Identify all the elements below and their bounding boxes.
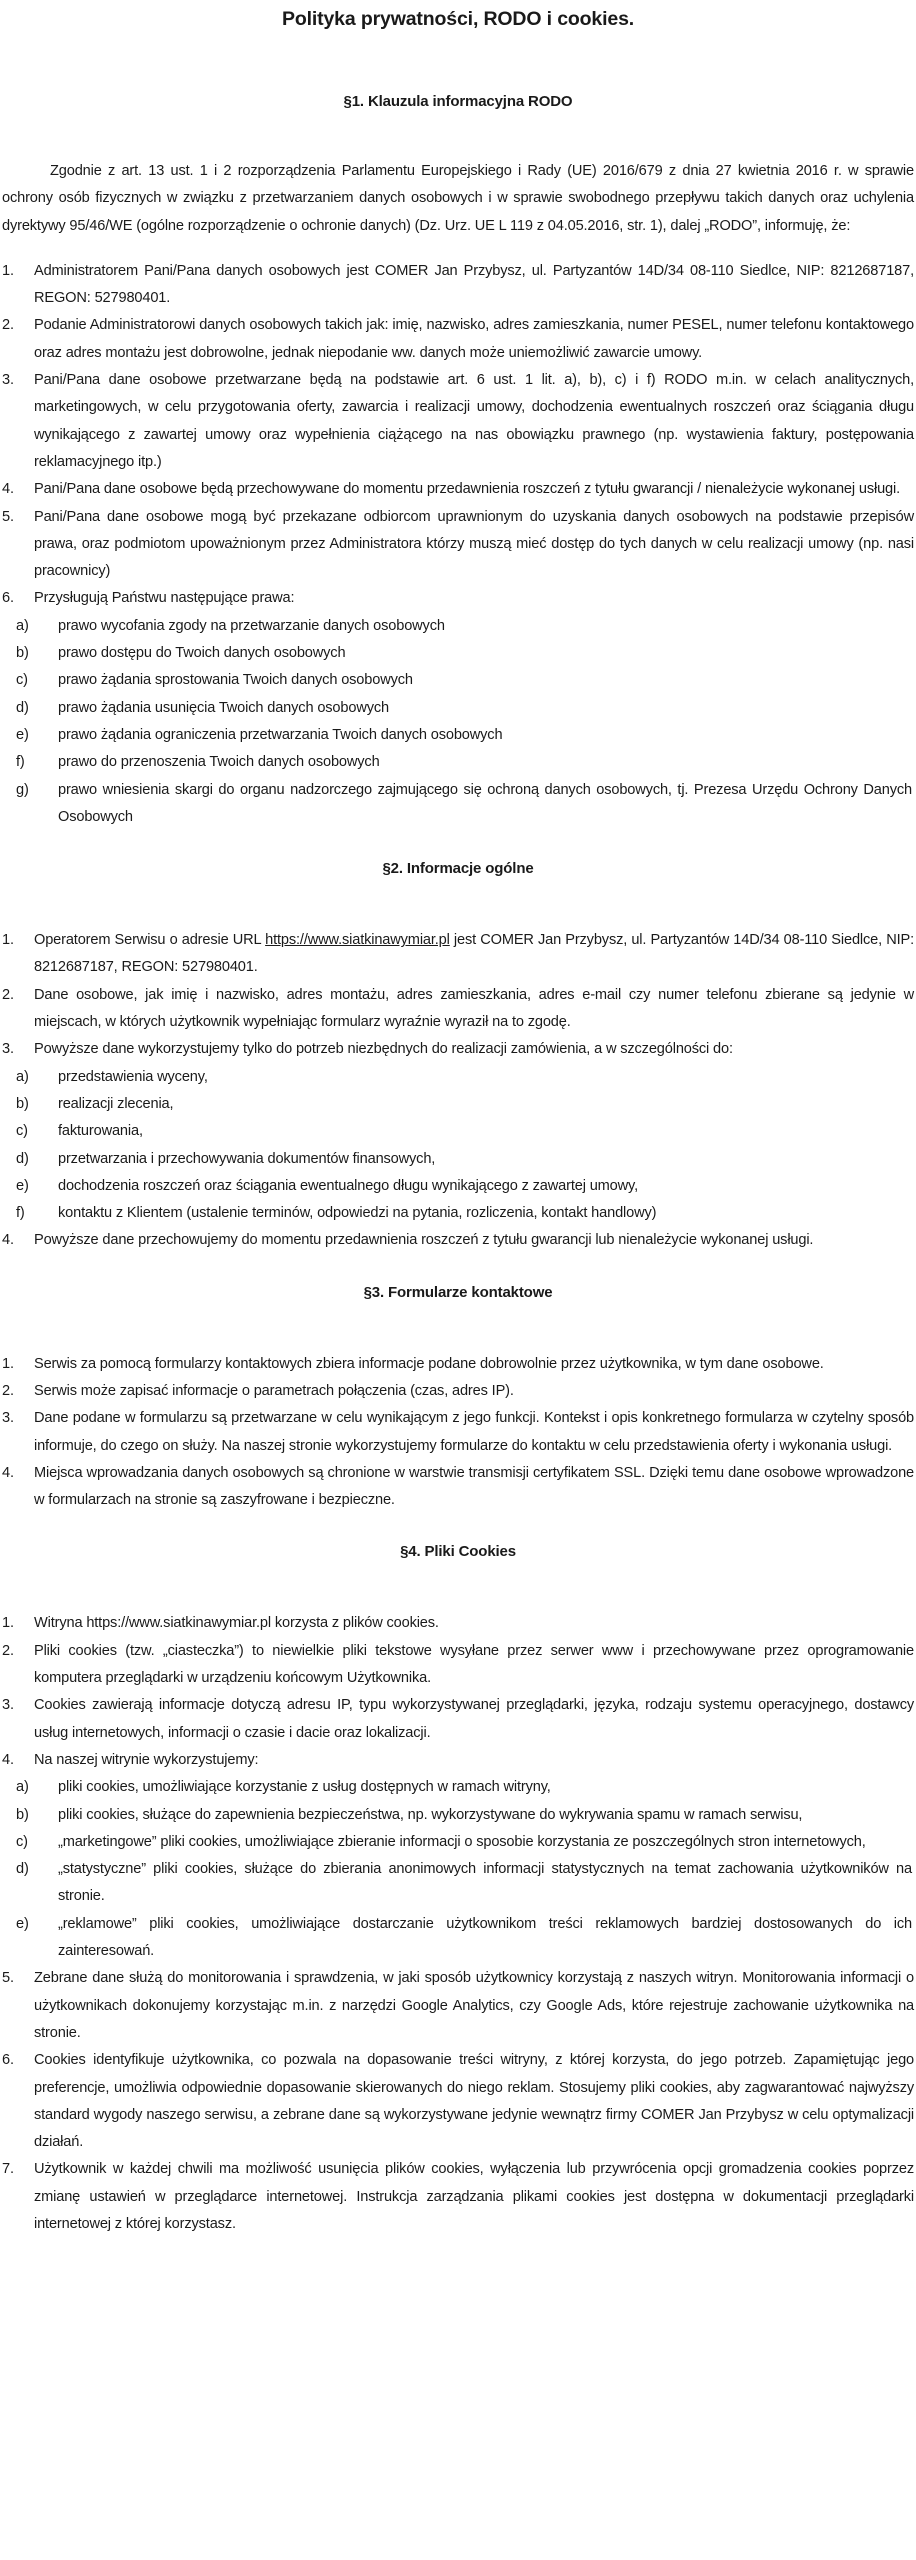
item-text: Cookies zawierają informacje dotyczą adresu IP, typu wykorzystywanej przeglądarki, języka, rodzaju systemu operacyjnego, dostawcy usług internetowych, informacji o czasie i dacie oraz lokalizacji. bbox=[34, 1697, 914, 1741]
sub-list-item bbox=[0, 667, 914, 694]
sub-list-item bbox=[0, 777, 914, 832]
sub-item-text: „statystyczne” pliki cookies, służące do zbierania anonimowych informacji statystycznych na temat zachowania użytkowników na stronie. bbox=[58, 1861, 912, 1905]
section-heading: §4. Pliki Cookies bbox=[400, 1543, 516, 1561]
sub-list-item bbox=[0, 1118, 914, 1145]
sub-item-letter: f) bbox=[16, 1205, 25, 1222]
list-item bbox=[0, 1405, 916, 1460]
sub-item-letter: f) bbox=[16, 754, 25, 771]
list-item bbox=[0, 1036, 916, 1227]
sub-item-letter: b) bbox=[16, 1095, 29, 1112]
item-number: 3. bbox=[2, 1041, 14, 1058]
section-heading: §3. Formularze kontaktowe bbox=[363, 1283, 553, 1301]
item-number: 5. bbox=[2, 1970, 14, 1987]
sub-item-text: pliki cookies, umożliwiające korzystanie z usług dostępnych w ramach witryny, bbox=[58, 1779, 551, 1796]
sub-list-item bbox=[0, 1829, 914, 1856]
item-number: 1. bbox=[2, 262, 14, 279]
item-number: 4. bbox=[2, 1232, 14, 1249]
item-text: Witryna https://www.siatkinawymiar.pl korzysta z plików cookies. bbox=[34, 1615, 439, 1632]
sub-item-text: prawo żądania usunięcia Twoich danych osobowych bbox=[58, 699, 389, 716]
sub-list-item bbox=[0, 1802, 914, 1829]
sub-list bbox=[0, 1064, 914, 1228]
sub-item-text: przedstawienia wyceny, bbox=[58, 1068, 208, 1085]
sub-item-letter: c) bbox=[16, 1123, 28, 1140]
sub-item-text: fakturowania, bbox=[58, 1123, 143, 1140]
intro-paragraph: Zgodnie z art. 13 ust. 1 i 2 rozporządzenia Parlamentu Europejskiego i Rady (UE) 2016/679 z dnia 27 kwietnia 2016 r. w sprawie ochrony osób fizycznych w związku z przetwarzaniem danych osobowych i w sprawie swobodnego przepływu takich danych oraz uchylenia dyrektywy 95/46/WE (ogólne rozporządzenie o ochronie danych) (Dz. Urz. UE L 119 z 04.05.2016, str. 1), dalej „RODO”, informuję, że: bbox=[2, 163, 914, 234]
sub-list-item bbox=[0, 613, 914, 640]
sub-list-item bbox=[0, 1173, 914, 1200]
numbered-list bbox=[0, 258, 916, 831]
item-text: Pani/Pana dane osobowe przetwarzane będą na podstawie art. 6 ust. 1 lit. a), b), c) i f) RODO m.in. w celach analitycznych, marketingowych, w celu przygotowania oferty, zawarcia i realizacji umowy, dochodzenia ewentualnych roszczeń oraz ściągania długu wynikającego z zawartej umowy oraz wypełnienia ciążącego na nas obowiązku prawnego (np. wystawienia faktury, postępowania reklamacyjnego itp.) bbox=[34, 372, 914, 470]
list-item bbox=[0, 585, 916, 831]
numbered-list bbox=[0, 1351, 916, 1515]
sub-item-letter: c) bbox=[16, 1833, 28, 1850]
sub-item-text: prawo wycofania zgody na przetwarzanie danych osobowych bbox=[58, 617, 445, 634]
item-text: Administratorem Pani/Pana danych osobowych jest COMER Jan Przybysz, ul. Partyzantów 14D/34 08-110 Siedlce, NIP: 8212687187, REGON: 527980401. bbox=[34, 262, 914, 307]
list-item bbox=[0, 982, 916, 1037]
sub-item-letter: a) bbox=[16, 1779, 29, 1796]
list-item bbox=[0, 2047, 916, 2156]
sub-item-letter: g) bbox=[16, 781, 29, 798]
document-title: Polityka prywatności, RODO i cookies. bbox=[281, 8, 635, 30]
list-item bbox=[0, 1965, 916, 2047]
list-item bbox=[0, 1460, 916, 1515]
list-item bbox=[0, 1227, 916, 1254]
item-number: 2. bbox=[2, 317, 14, 334]
list-item bbox=[0, 1378, 916, 1405]
sub-item-letter: c) bbox=[16, 672, 28, 689]
sub-list bbox=[0, 613, 914, 831]
list-item bbox=[0, 1747, 916, 1965]
list-item bbox=[0, 927, 916, 982]
sub-item-letter: a) bbox=[16, 1068, 29, 1085]
sub-item-letter: d) bbox=[16, 699, 29, 716]
list-item bbox=[0, 1638, 916, 1693]
item-text: Zebrane dane służą do monitorowania i sprawdzenia, w jaki sposób użytkownicy korzystają z naszych witryn. Monitorowania informacji o użytkownikach dokonujemy korzystając m.in. z narzędzi Google Analytics, czy Google Ads, które rejestruje zachowanie użytkownika na stronie. bbox=[34, 1970, 914, 2041]
sub-item-letter: e) bbox=[16, 1915, 29, 1932]
item-number: 5. bbox=[2, 508, 14, 525]
list-item bbox=[0, 1610, 916, 1637]
item-text: Dane osobowe, jak imię i nazwisko, adres montażu, adres zamieszkania, adres e-mail czy numer telefonu zbierane są jedynie w miejscach, w których użytkownik wypełniając formularz wyraźnie wyraził na to zgodę. bbox=[34, 986, 914, 1031]
item-text: Pliki cookies (tzw. „ciasteczka”) to niewielkie pliki tekstowe wysyłane przez serwer www i przechowywane przez oprogramowanie komputera przeglądarki w urządzeniu końcowym Użytkownika. bbox=[34, 1642, 914, 1687]
sub-item-text: kontaktu z Klientem (ustalenie terminów, odpowiedzi na pytania, rozliczenia, kontakt handlowy) bbox=[58, 1205, 657, 1222]
sub-item-text: dochodzenia roszczeń oraz ściągania ewentualnego długu wynikającego z zawartej umowy, bbox=[58, 1177, 638, 1194]
section-cookies bbox=[0, 1538, 916, 2238]
item-text: Pani/Pana dane osobowe mogą być przekazane odbiorcom uprawnionym do uzyskania danych osobowych na podstawie przepisów prawa, oraz podmiotom upoważnionym przez Administratora którzy muszą mieć dostęp do tych danych w celu realizacji umowy (np. nasi pracownicy) bbox=[34, 508, 914, 580]
item-number: 4. bbox=[2, 481, 14, 498]
item-number: 1. bbox=[2, 932, 14, 949]
item-text: Serwis za pomocą formularzy kontaktowych zbiera informacje podane dobrowolnie przez użytkownika, w tym dane osobowe. bbox=[34, 1355, 824, 1372]
sub-item-text: prawo wniesienia skargi do organu nadzorczego zajmującego się ochroną danych osobowych, tj. Prezesa Urzędu Ochrony Danych Osobowych bbox=[58, 781, 912, 825]
sub-item-text: „reklamowe” pliki cookies, umożliwiające dostarczanie użytkownikom treści reklamowych bardziej dostosowanych do ich zainteresowań. bbox=[58, 1915, 912, 1960]
sub-item-letter: e) bbox=[16, 726, 29, 743]
item-number: 2. bbox=[2, 986, 14, 1003]
section-heading: §1. Klauzula informacyjna RODO bbox=[343, 93, 573, 110]
numbered-list bbox=[0, 1610, 916, 2238]
sub-list-item bbox=[0, 1200, 914, 1227]
item-number: 2. bbox=[2, 1382, 14, 1399]
list-item bbox=[0, 367, 916, 476]
section-general-info bbox=[0, 855, 916, 1255]
numbered-list bbox=[0, 927, 916, 1255]
list-item bbox=[0, 1692, 916, 1747]
sub-list-item bbox=[0, 1146, 914, 1173]
website-url-link[interactable]: https://www.siatkinawymiar.pl bbox=[265, 932, 450, 949]
sub-item-letter: d) bbox=[16, 1150, 29, 1167]
item-text-after: jest COMER Jan Przybysz, ul. Partyzantów 14D/34 08-110 Siedlce, NIP: 8212687187, REGON: 527980401. bbox=[34, 932, 914, 976]
sub-item-text: prawo dostępu do Twoich danych osobowych bbox=[58, 645, 346, 662]
item-number: 4. bbox=[2, 1751, 14, 1768]
sub-item-letter: d) bbox=[16, 1861, 29, 1878]
item-text-before: Operatorem Serwisu o adresie URL bbox=[34, 932, 266, 949]
section-contact-forms bbox=[0, 1279, 916, 1515]
list-item bbox=[0, 258, 916, 313]
item-text: Dane podane w formularzu są przetwarzane w celu wynikającym z jego funkcji. Kontekst i opis konkretnego formularza w czytelny sposób informuje, do czego on służy. Na naszej stronie wykorzystujemy formularze do kontaktu w celu przedstawienia oferty i wykonania usługi. bbox=[34, 1410, 914, 1454]
sub-item-text: „marketingowe” pliki cookies, umożliwiające zbieranie informacji o sposobie korzystania ze poszczególnych stron internetowych, bbox=[58, 1833, 866, 1850]
sub-item-text: przetwarzania i przechowywania dokumentów finansowych, bbox=[58, 1150, 436, 1167]
item-number: 1. bbox=[2, 1615, 14, 1632]
item-text: Na naszej witrynie wykorzystujemy: bbox=[34, 1751, 259, 1768]
sub-item-letter: b) bbox=[16, 645, 29, 662]
item-number: 4. bbox=[2, 1464, 14, 1481]
item-number: 1. bbox=[2, 1355, 14, 1372]
item-text: Powyższe dane przechowujemy do momentu przedawnienia roszczeń z tytułu gwarancji lub nienależycie wykonanej usługi. bbox=[34, 1232, 814, 1249]
sub-list-item bbox=[0, 640, 914, 667]
sub-list-item bbox=[0, 722, 914, 749]
item-text: Użytkownik w każdej chwili ma możliwość usunięcia plików cookies, wyłączenia lub przywrócenia opcji gromadzenia cookies poprzez zmianę ustawień w przeglądarce internetowej. Instrukcja zarządzania plikami cookies jest dostępna w dokumentacji przeglądarki internetowej z której korzystasz. bbox=[34, 2161, 914, 2232]
item-text: Podanie Administratorowi danych osobowych takich jak: imię, nazwisko, adres zamieszkania, numer PESEL, numer telefonu kontaktowego oraz adres montażu jest dobrowolne, jednak niepodanie ww. danych może uniemożliwić zawarcie umowy. bbox=[34, 317, 914, 361]
sub-list-item bbox=[0, 1774, 914, 1801]
sub-list bbox=[0, 1774, 914, 1965]
list-item bbox=[0, 312, 916, 367]
item-text: Przysługują Państwu następujące prawa: bbox=[34, 590, 295, 607]
sub-item-text: prawo do przenoszenia Twoich danych osobowych bbox=[58, 754, 380, 771]
sub-item-text: realizacji zlecenia, bbox=[58, 1095, 174, 1112]
sub-item-letter: a) bbox=[16, 617, 29, 634]
item-text: Miejsca wprowadzania danych osobowych są chronione w warstwie transmisji certyfikatem SSL. Dzięki temu dane osobowe wprowadzone w formularzach na stronie są zaszyfrowane i bezpieczne. bbox=[34, 1464, 914, 1509]
list-item bbox=[0, 2156, 916, 2238]
item-number: 3. bbox=[2, 372, 14, 389]
item-number: 6. bbox=[2, 2052, 14, 2069]
sub-list-item bbox=[0, 1091, 914, 1118]
sub-list-item bbox=[0, 1911, 914, 1966]
sub-list-item bbox=[0, 695, 914, 722]
item-number: 2. bbox=[2, 1642, 14, 1659]
sub-item-text: prawo żądania ograniczenia przetwarzania Twoich danych osobowych bbox=[58, 726, 503, 743]
section-rodo bbox=[0, 88, 916, 831]
item-text: Cookies identyfikuje użytkownika, co pozwala na dopasowanie treści witryny, z której korzysta, do jego potrzeb. Zapamiętując jego preferencje, umożliwia odpowiednie dopasowanie skierowanych do niego reklam. Stosujemy pliki cookies, aby zagwarantować najwyższy standard wygody naszego serwisu, a zebrane dane są wykorzystywane jedynie wewnątrz firmy COMER Jan Przybysz w celu optymalizacji działań. bbox=[34, 2052, 914, 2151]
section-heading: §2. Informacje ogólne bbox=[382, 860, 534, 878]
item-number: 3. bbox=[2, 1697, 14, 1714]
sub-item-text: pliki cookies, służące do zapewnienia bezpieczeństwa, np. wykorzystywane do wykrywania spamu w ramach serwisu, bbox=[58, 1806, 803, 1823]
item-text: Powyższe dane wykorzystujemy tylko do potrzeb niezbędnych do realizacji zamówienia, a w szczególności do: bbox=[34, 1041, 733, 1058]
sub-list-item bbox=[0, 1856, 914, 1911]
list-item bbox=[0, 476, 916, 503]
list-item bbox=[0, 504, 916, 586]
item-text: Pani/Pana dane osobowe będą przechowywane do momentu przedawnienia roszczeń z tytułu gwarancji / nienależycie wykonanej usługi. bbox=[34, 481, 901, 498]
list-item bbox=[0, 1351, 916, 1378]
item-text: Serwis może zapisać informacje o parametrach połączenia (czas, adres IP). bbox=[34, 1382, 514, 1399]
sub-item-letter: e) bbox=[16, 1177, 29, 1194]
item-number: 6. bbox=[2, 590, 14, 607]
item-number: 7. bbox=[2, 2161, 14, 2178]
item-number: 3. bbox=[2, 1410, 14, 1427]
sub-list-item bbox=[0, 749, 914, 776]
sub-item-letter: b) bbox=[16, 1806, 29, 1823]
sub-item-text: prawo żądania sprostowania Twoich danych osobowych bbox=[58, 672, 413, 689]
sub-list-item bbox=[0, 1064, 914, 1091]
